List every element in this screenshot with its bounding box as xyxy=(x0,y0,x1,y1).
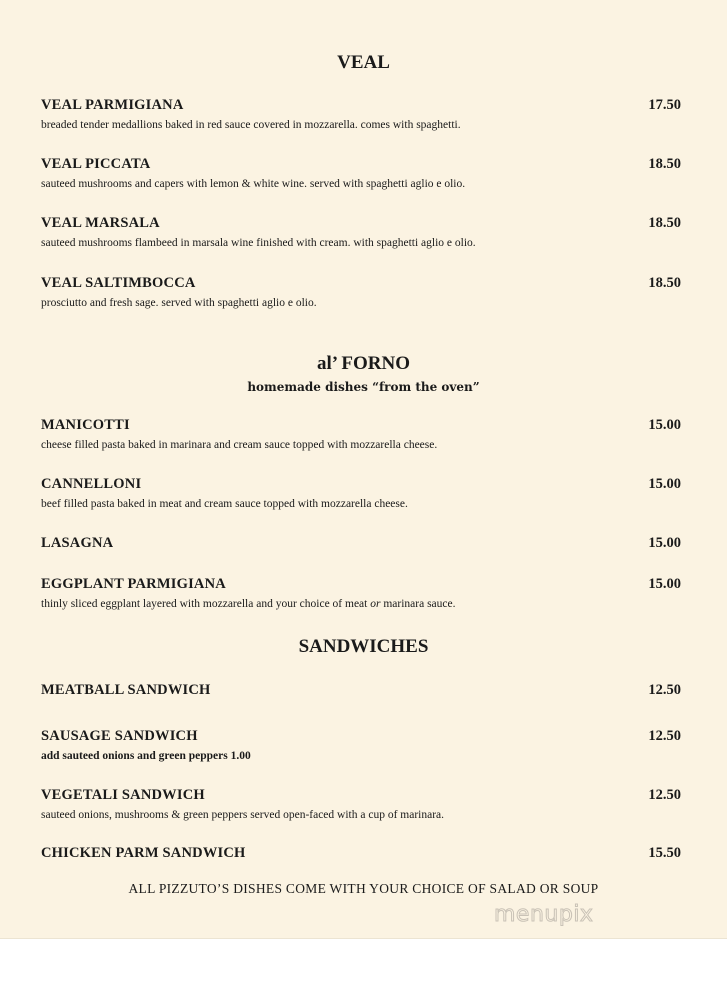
item-name-eggplant-parmigiana: EGGPLANT PARMIGIANA xyxy=(41,576,226,592)
item-desc-veal-marsala: sauteed mushrooms flambeed in marsala wine finished with cream. with spaghetti aglio e olio. xyxy=(41,237,476,249)
item-price-veal-saltimbocca: 18.50 xyxy=(648,275,681,291)
item-price-lasagna: 15.00 xyxy=(648,535,681,551)
item-desc-manicotti: cheese filled pasta baked in marinara and cream sauce topped with mozzarella cheese. xyxy=(41,439,438,451)
item-name-sausage-sandwich: SAUSAGE SANDWICH xyxy=(41,728,198,744)
item-name-chicken-parm-sandwich: CHICKEN PARM SANDWICH xyxy=(41,845,246,861)
item-name-veal-parmigiana: VEAL PARMIGIANA xyxy=(41,97,184,113)
item-price-vegetali-sandwich: 12.50 xyxy=(648,787,681,803)
item-price-sausage-sandwich: 12.50 xyxy=(648,728,681,744)
section-title-veal: VEAL xyxy=(337,52,390,73)
item-name-meatball-sandwich: MEATBALL SANDWICH xyxy=(41,682,211,698)
menupix-watermark: menupix xyxy=(494,902,594,927)
scan-bottom-margin xyxy=(0,938,727,1001)
item-price-veal-parmigiana: 17.50 xyxy=(648,97,681,113)
item-desc-veal-piccata: sauteed mushrooms and capers with lemon & white wine. served with spaghetti aglio e olio. xyxy=(41,178,466,190)
item-desc-veal-parmigiana: breaded tender medallions baked in red sauce covered in mozzarella. comes with spaghetti. xyxy=(41,119,461,131)
item-name-veal-marsala: VEAL MARSALA xyxy=(41,215,160,231)
desc-part: thinly sliced eggplant layered with mozzarella and your choice of meat xyxy=(41,598,371,610)
item-name-vegetali-sandwich: VEGETALI SANDWICH xyxy=(41,787,205,803)
item-price-veal-marsala: 18.50 xyxy=(648,215,681,231)
item-desc-vegetali-sandwich: sauteed onions, mushrooms & green peppers served open-faced with a cup of marinara. xyxy=(41,809,445,821)
footer-note: ALL PIZZUTO’S DISHES COME WITH YOUR CHOICE OF SALAD OR SOUP xyxy=(128,881,599,896)
section-title-al-forno: al’ FORNO xyxy=(316,353,411,374)
desc-part: marinara sauce. xyxy=(380,598,456,610)
item-desc-cannelloni: beef filled pasta baked in meat and cream sauce topped with mozzarella cheese. xyxy=(41,498,408,510)
section-subtitle-al-forno: homemade dishes “from the oven” xyxy=(247,380,480,394)
item-name-veal-saltimbocca: VEAL SALTIMBOCCA xyxy=(41,275,196,291)
section-title-sandwiches: SANDWICHES xyxy=(298,636,429,657)
item-desc-sausage-sandwich: add sauteed onions and green peppers 1.00 xyxy=(41,750,251,762)
item-name-manicotti: MANICOTTI xyxy=(41,417,130,433)
item-name-cannelloni: CANNELLONI xyxy=(41,476,142,492)
item-desc-veal-saltimbocca: prosciutto and fresh sage. served with spaghetti aglio e olio. xyxy=(41,297,317,309)
item-price-eggplant-parmigiana: 15.00 xyxy=(648,576,681,592)
item-name-lasagna: LASAGNA xyxy=(41,535,114,551)
item-price-meatball-sandwich: 12.50 xyxy=(648,682,681,698)
desc-emphasis: or xyxy=(370,598,381,610)
item-price-chicken-parm-sandwich: 15.50 xyxy=(648,845,681,861)
item-desc-eggplant-parmigiana xyxy=(41,598,456,610)
item-name-veal-piccata: VEAL PICCATA xyxy=(41,156,151,172)
item-price-veal-piccata: 18.50 xyxy=(648,156,681,172)
item-price-cannelloni: 15.00 xyxy=(648,476,681,492)
item-price-manicotti: 15.00 xyxy=(648,417,681,433)
